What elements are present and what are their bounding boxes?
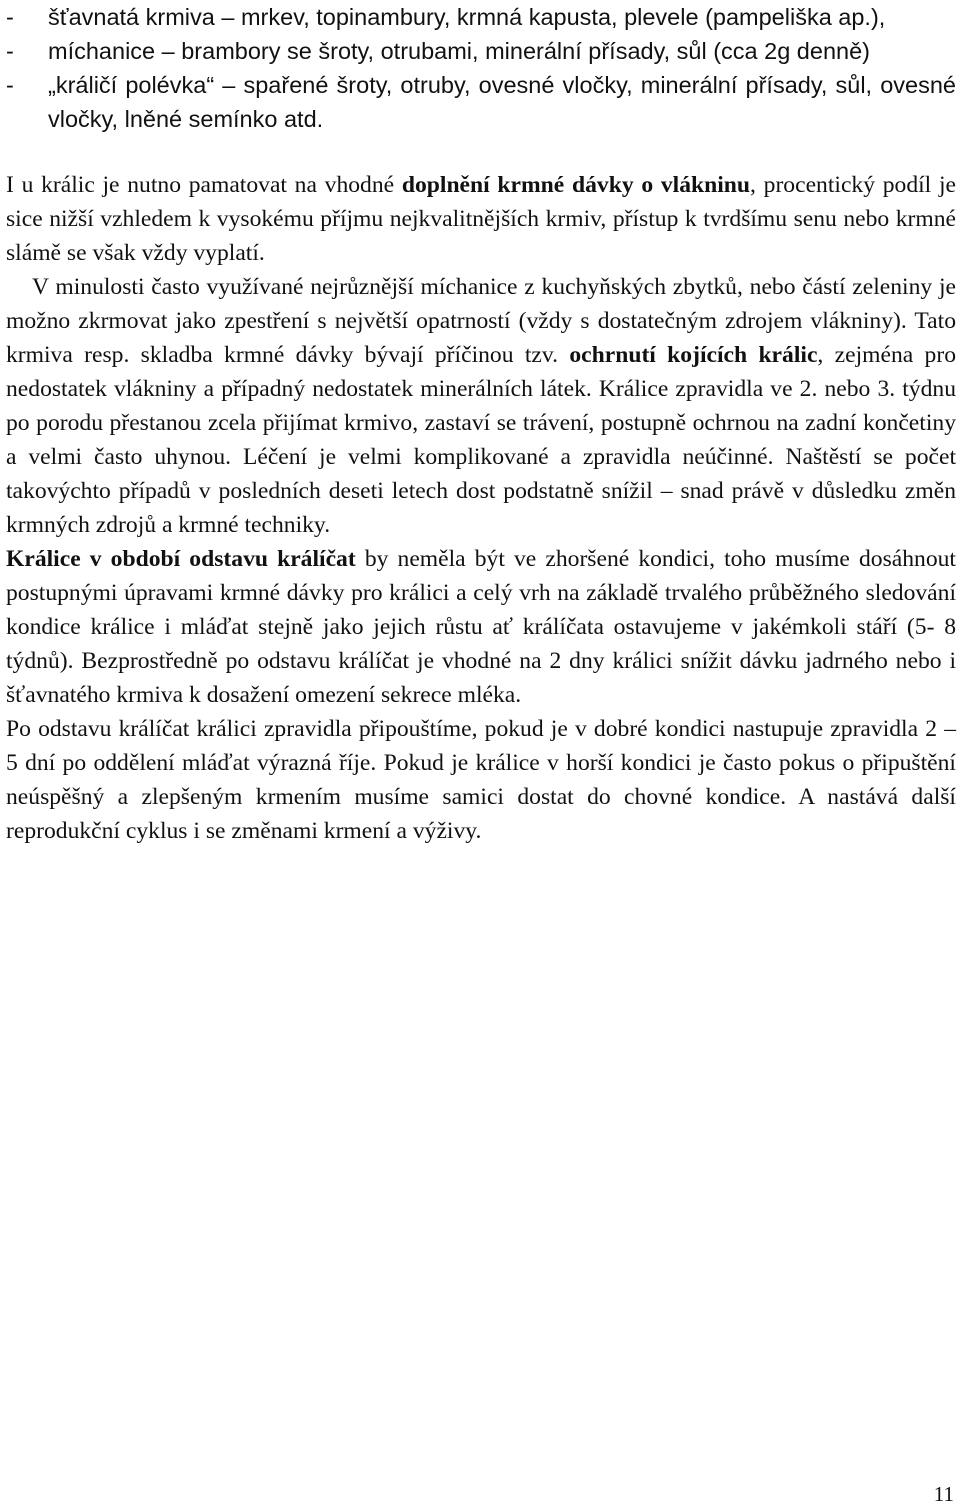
list-dash: - xyxy=(6,38,14,64)
paragraph-text: I u králic je nutno pamatovat na vhodné xyxy=(6,172,402,198)
list-dash: - xyxy=(6,4,14,30)
list-item xyxy=(6,34,956,68)
list-dash: - xyxy=(6,72,14,98)
list-item xyxy=(6,0,956,34)
paragraph-text: by neměla být ve zhoršené kondici, toho musíme dosáhnout postupnými úpravami krmné dávky pro králici a celý vrh na základě trvalého průběžného sledování kondice králice i mláďat stejně jako jejich růstu ať králíčata ostavujeme v jakémkoli stáří (5- 8 týdnů). Bezprostředně po odstavu králíčat je vhodné na 2 dny králici snížit dávku jadrného nebo i šťavnatého krmiva k dosažení omezení sekrece mléka. xyxy=(6,546,956,708)
paragraph-text: , procentický podíl je sice nižší vzhledem k vysokému příjmu nejkvalitnějších krmiv, přístup k tvrdšímu senu nebo krmné slámě se však vždy vyplatí. xyxy=(6,172,956,266)
list-item-text: „králičí polévka“ – spařené šroty, otruby, ovesné vločky, minerální přísady, sůl, ovesné vločky, lněné semínko atd. xyxy=(48,72,956,132)
page-number: 11 xyxy=(933,1482,954,1506)
paragraph-weaning xyxy=(6,542,956,712)
paragraph-paralysis xyxy=(6,270,956,542)
paragraph-mating xyxy=(6,712,956,848)
paragraph-text: , zejména pro nedostatek vlákniny a případný nedostatek minerálních látek. Králice zpravidla ve 2. nebo 3. týdnu po porodu přestanou zcela přijímat krmivo, zastaví se trávení, postupně ochrnou na zadní končetiny a velmi často uhynou. Léčení je velmi komplikované a zpravidla neúčinné. Naštěstí se počet takovýchto případů v posledních deseti letech dost podstatně snížil – snad právě v důsledku změn krmných zdrojů a krmné techniky. xyxy=(6,342,956,538)
paragraph-fiber xyxy=(6,168,956,270)
document-page xyxy=(6,0,956,848)
list-item-text: šťavnatá krmiva – mrkev, topinambury, krmná kapusta, plevele (pampeliška ap.), xyxy=(48,4,886,30)
emphasis-text: Králice v období odstavu králíčat xyxy=(6,546,356,572)
emphasis-text: doplnění krmné dávky o vlákninu xyxy=(401,172,751,198)
emphasis-text: ochrnutí kojících králic xyxy=(569,342,818,368)
list-item-text: míchanice – brambory se šroty, otrubami, minerální přísady, sůl (cca 2g denně) xyxy=(48,38,870,64)
paragraph-text: V minulosti často využívané nejrůznější míchanice z kuchyňských zbytků, nebo částí zeleniny je možno zkrmovat jako zpestření s největší opatrností (vždy s dostatečným zdrojem vlákniny). Tato krmiva resp. skladba krmné dávky bývají příčinou tzv. xyxy=(6,274,956,368)
paragraph-text: Po odstavu králíčat králici zpravidla připouštíme, pokud je v dobré kondici nastupuje zpravidla 2 – 5 dní po oddělení mláďat výrazná říje. Pokud je králice v horší kondici je často pokus o připuštění neúspěšný a zlepšeným krmením musíme samici dostat do chovné kondice. A nastává další reprodukční cyklus i se změnami krmení a výživy. xyxy=(6,716,956,844)
list-item xyxy=(6,68,956,136)
feed-list xyxy=(6,0,956,136)
